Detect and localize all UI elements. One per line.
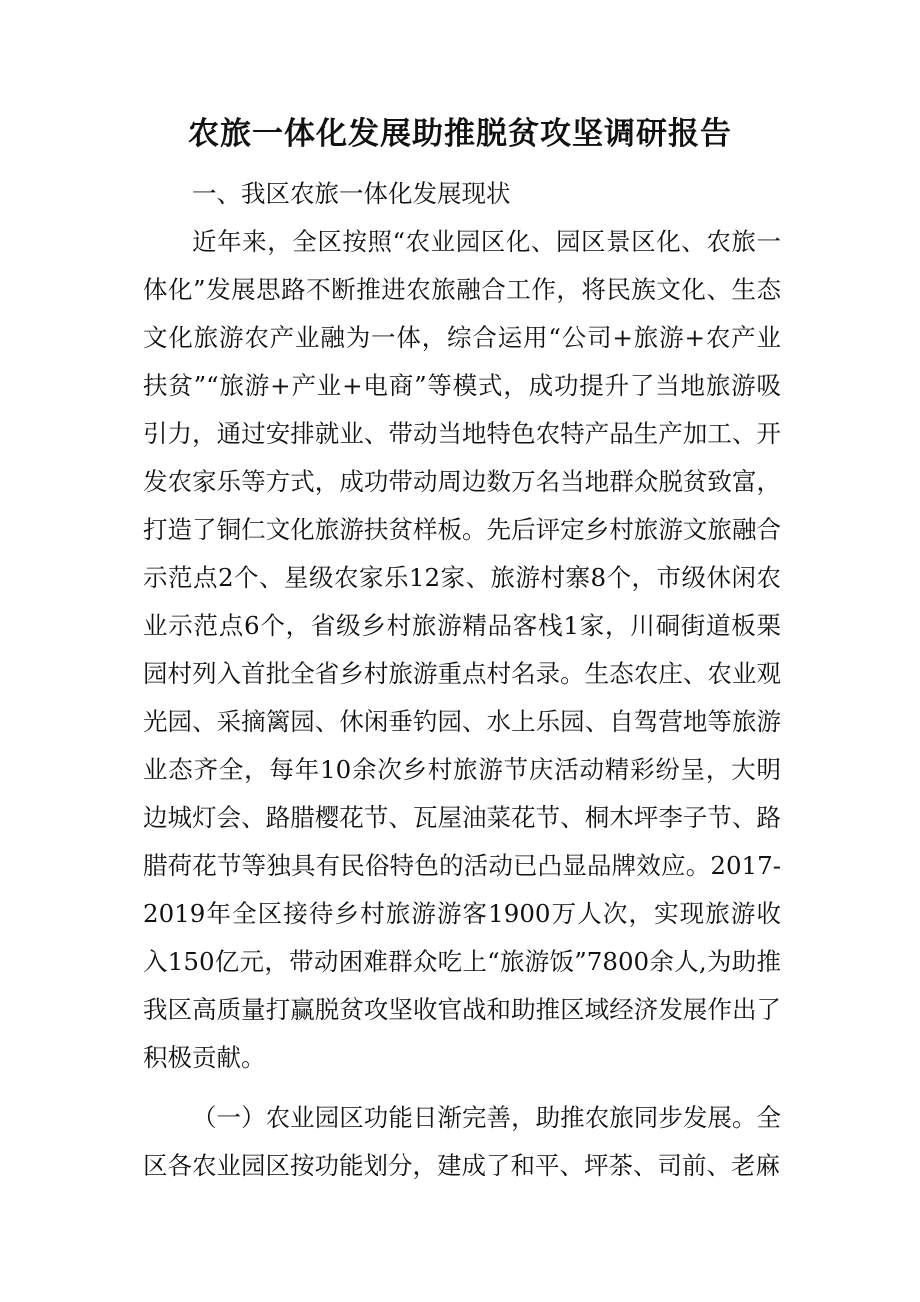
section-heading: 一、我区农旅一体化发展现状 (192, 179, 511, 208)
document-title: 农旅一体化发展助推脱贫攻坚调研报告 (188, 116, 732, 152)
subsection-paragraph: （一）农业园区功能日渐完善，助推农旅同步发展。全区各农业园区按功能划分，建成了和平、坪茶、司前、老麻 (143, 1103, 781, 1180)
document-body (143, 170, 781, 1190)
body-paragraph: 近年来，全区按照“农业园区化、园区景区化、农旅一体化”发展思路不断推进农旅融合工作，将民族文化、生态文化旅游农产业融为一体，综合运用“公司+旅游+农产业扶贫”“旅游+产业+电商”等模式，成功提升了当地旅游吸引力，通过安排就业、带动当地特色农特产品生产加工、开发农家乐等方式，成功带动周边数万名当地群众脱贫致富，打造了铜仁文化旅游扶贫样板。先后评定乡村旅游文旅融合示范点2个、星级农家乐12家、旅游村寨8个，市级休闲农业示范点6个，省级乡村旅游精品客栈1家，川硐街道板栗园村列入首批全省乡村旅游重点村名录。生态农庄、农业观光园、采摘篱园、休闲垂钓园、水上乐园、自驾营地等旅游业态齐全，每年10余次乡村旅游节庆活动精彩纷呈，大明边城灯会、路腊樱花节、瓦屋油菜花节、桐木坪李子节、路腊荷花节等独具有民俗特色的活动已凸显品牌效应。2017-2019年全区接待乡村旅游游客1900万人次，实现旅游收入150亿元，带动困难群众吃上“旅游饭”7800余人,为助推我区高质量打赢脱贫攻坚收官战和助推区域经济发展作出了积极贡献。 (143, 227, 781, 1072)
